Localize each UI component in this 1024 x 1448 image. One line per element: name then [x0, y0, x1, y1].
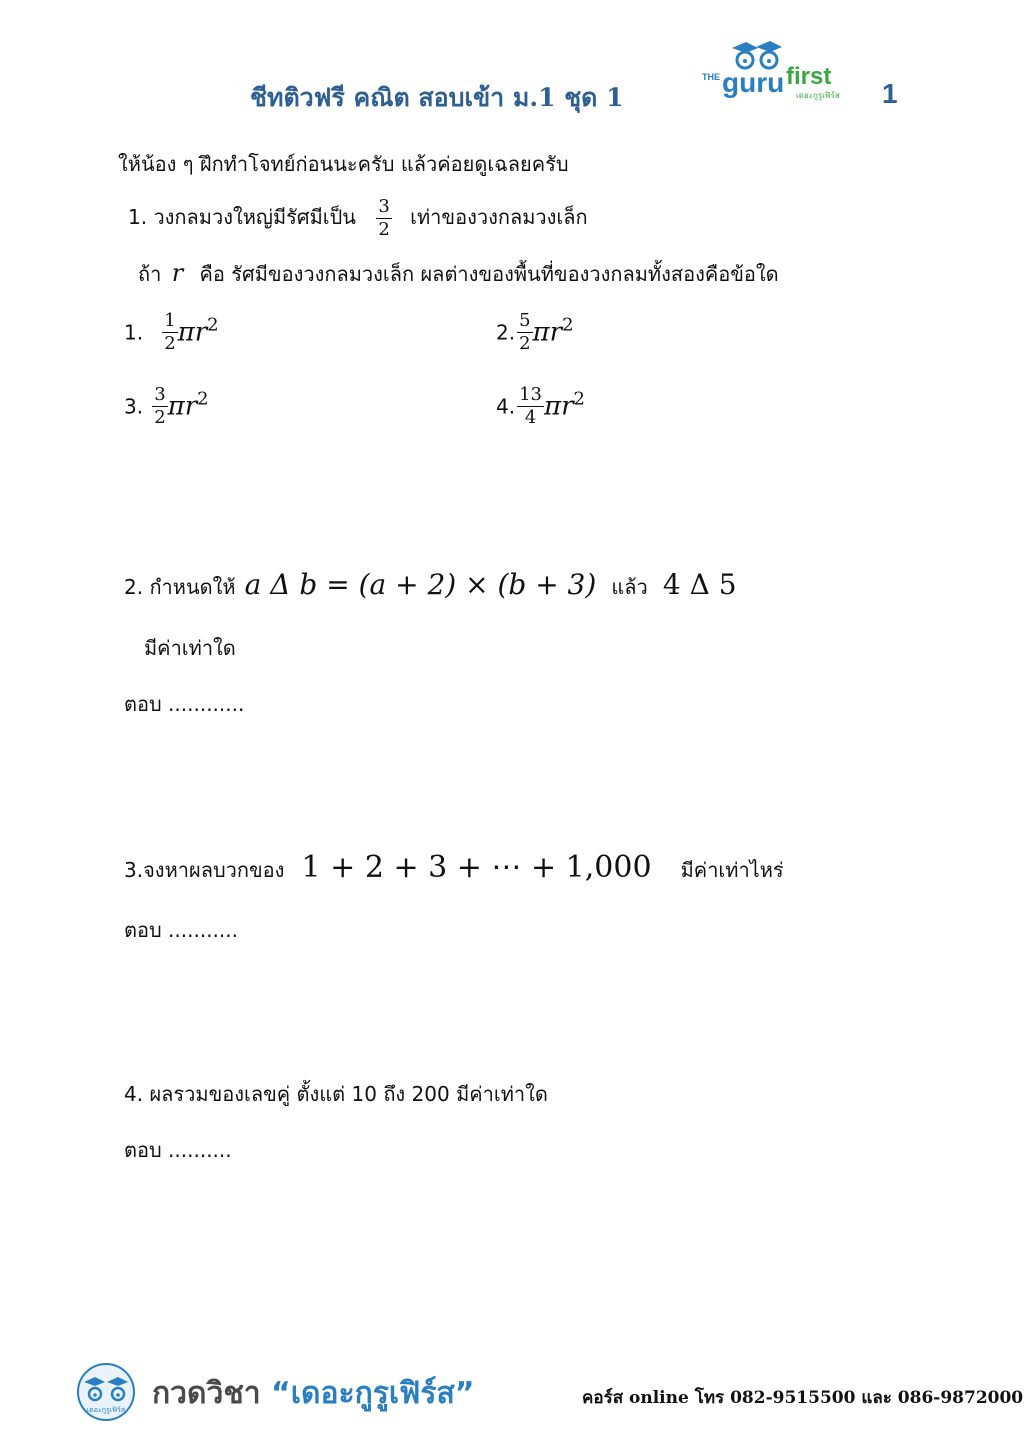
question-3: 3.จงหาผลบวกของ 1 + 2 + 3 + ⋯ + 1,000 มีค่าเท่าไหร่: [124, 850, 784, 885]
question-2: 2. กำหนดให้ a Δ b = (a + 2) × (b + 3) แล้ว 4 Δ 5: [124, 568, 737, 601]
q2-definition: a Δ b = (a + 2) × (b + 3): [244, 568, 597, 601]
footer-contact: คอร์ส online โทร 082-9515500 และ 086-9872000: [582, 1388, 1024, 1408]
footer-title: กวดวิชา “เดอะกูรูเฟิร์ส”: [152, 1376, 475, 1411]
answer-blank-4: ตอบ ..........: [124, 1138, 232, 1162]
page-number: 1: [882, 78, 898, 109]
footer-logo: [74, 1362, 138, 1422]
question-4: 4. ผลรวมของเลขคู่ ตั้งแต่ 10 ถึง 200 มีค่าเท่าใด: [124, 1082, 548, 1106]
choice-3: 3. $\frac{3}{2}$ $\pi r^2$: [124, 384, 209, 428]
q1-fraction: $\frac{3}{2}$: [378, 196, 390, 240]
page-title: ชีทติวฟรี คณิต สอบเข้า ม.1 ชุด 1: [250, 83, 624, 112]
choice-2: 2. $\frac{5}{2}$ $\pi r^2$: [496, 310, 574, 354]
guru-first-logo: [700, 38, 850, 104]
question-2-line-2: มีค่าเท่าใด: [144, 636, 236, 660]
svg-text:เดอะกูรูเฟิร์ส: เดอะกูรูเฟิร์ส: [796, 91, 840, 100]
svg-text:first: first: [786, 63, 832, 90]
variable-r: r: [171, 259, 184, 287]
q1-stem-b: เท่าของวงกลมวงเล็ก: [410, 205, 588, 229]
svg-text:THE: THE: [702, 72, 720, 82]
question-1-line-1: [128, 198, 588, 239]
answer-blank-2: ตอบ ............: [124, 692, 245, 716]
q3-expression: 1 + 2 + 3 + ⋯ + 1,000: [301, 850, 652, 885]
q2-expression: 4 Δ 5: [662, 568, 737, 601]
intro-text: ให้น้อง ๆ ฝึกทำโจทย์ก่อนนะครับ แล้วค่อยดูเฉลยครับ: [118, 152, 569, 176]
q1-stem-a: 1. วงกลมวงใหญ่มีรัศมีเป็น: [128, 205, 356, 229]
choice-4: 4. $\frac{13}{4}$ $\pi r^2$: [496, 384, 585, 428]
choice-1: 1. $\frac{1}{2}$ $\pi r^2$: [124, 310, 219, 354]
graduation-cap-icon: [732, 41, 782, 68]
svg-text:guru: guru: [722, 67, 785, 98]
answer-blank-3: ตอบ ...........: [124, 918, 238, 942]
svg-text:เดอะกูรูเฟิร์ส: เดอะกูรูเฟิร์ส: [86, 1406, 126, 1414]
question-1-line-2: ถ้า r คือ รัศมีของวงกลมวงเล็ก ผลต่างของพื้นที่ของวงกลมทั้งสองคือข้อใด: [138, 259, 779, 287]
